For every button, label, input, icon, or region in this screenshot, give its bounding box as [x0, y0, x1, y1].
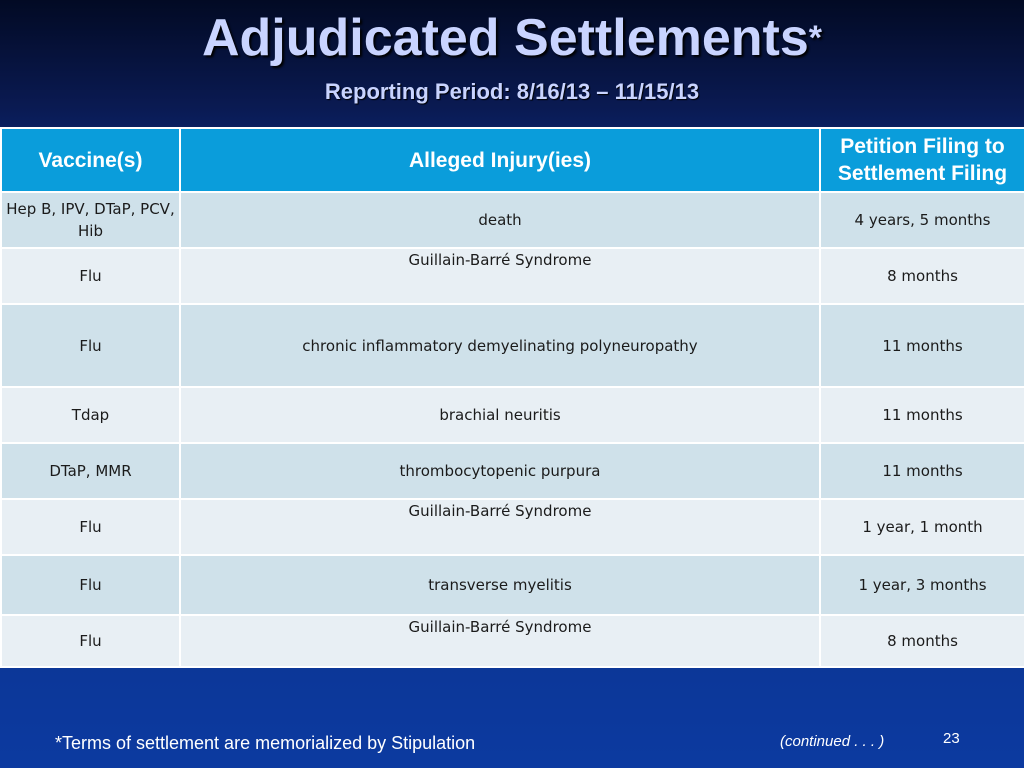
- vaccine-cell: Hep B, IPV, DTaP, PCV, Hib: [1, 192, 180, 248]
- injury-cell: Guillain-Barré Syndrome: [180, 248, 820, 304]
- vaccine-cell: Flu: [1, 248, 180, 304]
- time-cell: 8 months: [820, 248, 1024, 304]
- injury-cell: death: [180, 192, 820, 248]
- slide-title-text: Adjudicated Settlements: [201, 9, 809, 67]
- table-row: [1, 304, 1024, 387]
- vaccine-cell: Tdap: [1, 387, 180, 443]
- header-filing-time: Petition Filing to Settlement Filing: [820, 128, 1024, 192]
- settlement-footnote: *Terms of settlement are memorialized by Stipulation: [55, 733, 476, 753]
- vaccine-cell: DTaP, MMR: [1, 443, 180, 499]
- injury-cell: brachial neuritis: [180, 387, 820, 443]
- time-cell: 11 months: [820, 304, 1024, 387]
- injury-cell: transverse myelitis: [180, 555, 820, 615]
- table-row: [1, 615, 1024, 667]
- injury-cell: Guillain-Barré Syndrome: [180, 615, 820, 667]
- reporting-period: Reporting Period: 8/16/13 – 11/15/13: [324, 79, 700, 104]
- time-cell: 11 months: [820, 443, 1024, 499]
- time-cell: 11 months: [820, 387, 1024, 443]
- injury-cell: chronic inflammatory demyelinating polyneuropathy: [180, 304, 820, 387]
- vaccine-cell: Flu: [1, 615, 180, 667]
- page-number: 23: [943, 730, 960, 747]
- header-alleged-injuries: Alleged Injury(ies): [180, 128, 820, 192]
- vaccine-cell: Flu: [1, 304, 180, 387]
- time-cell: 4 years, 5 months: [820, 192, 1024, 248]
- table-header-row: [1, 128, 1024, 192]
- table-row: [1, 555, 1024, 615]
- slide-title: [0, 8, 1024, 68]
- table-row: [1, 387, 1024, 443]
- vaccine-cell: Flu: [1, 499, 180, 555]
- time-cell: 1 year, 3 months: [820, 555, 1024, 615]
- time-cell: 1 year, 1 month: [820, 499, 1024, 555]
- title-asterisk: *: [808, 19, 823, 57]
- table-row: [1, 192, 1024, 248]
- injury-cell: thrombocytopenic purpura: [180, 443, 820, 499]
- continued-note: (continued . . . ): [780, 733, 885, 750]
- settlements-table: [0, 127, 1024, 668]
- table-row: [1, 499, 1024, 555]
- vaccine-cell: Flu: [1, 555, 180, 615]
- injury-cell: Guillain-Barré Syndrome: [180, 499, 820, 555]
- table-row: [1, 443, 1024, 499]
- time-cell: 8 months: [820, 615, 1024, 667]
- header-vaccines: Vaccine(s): [1, 128, 180, 192]
- table-row: [1, 248, 1024, 304]
